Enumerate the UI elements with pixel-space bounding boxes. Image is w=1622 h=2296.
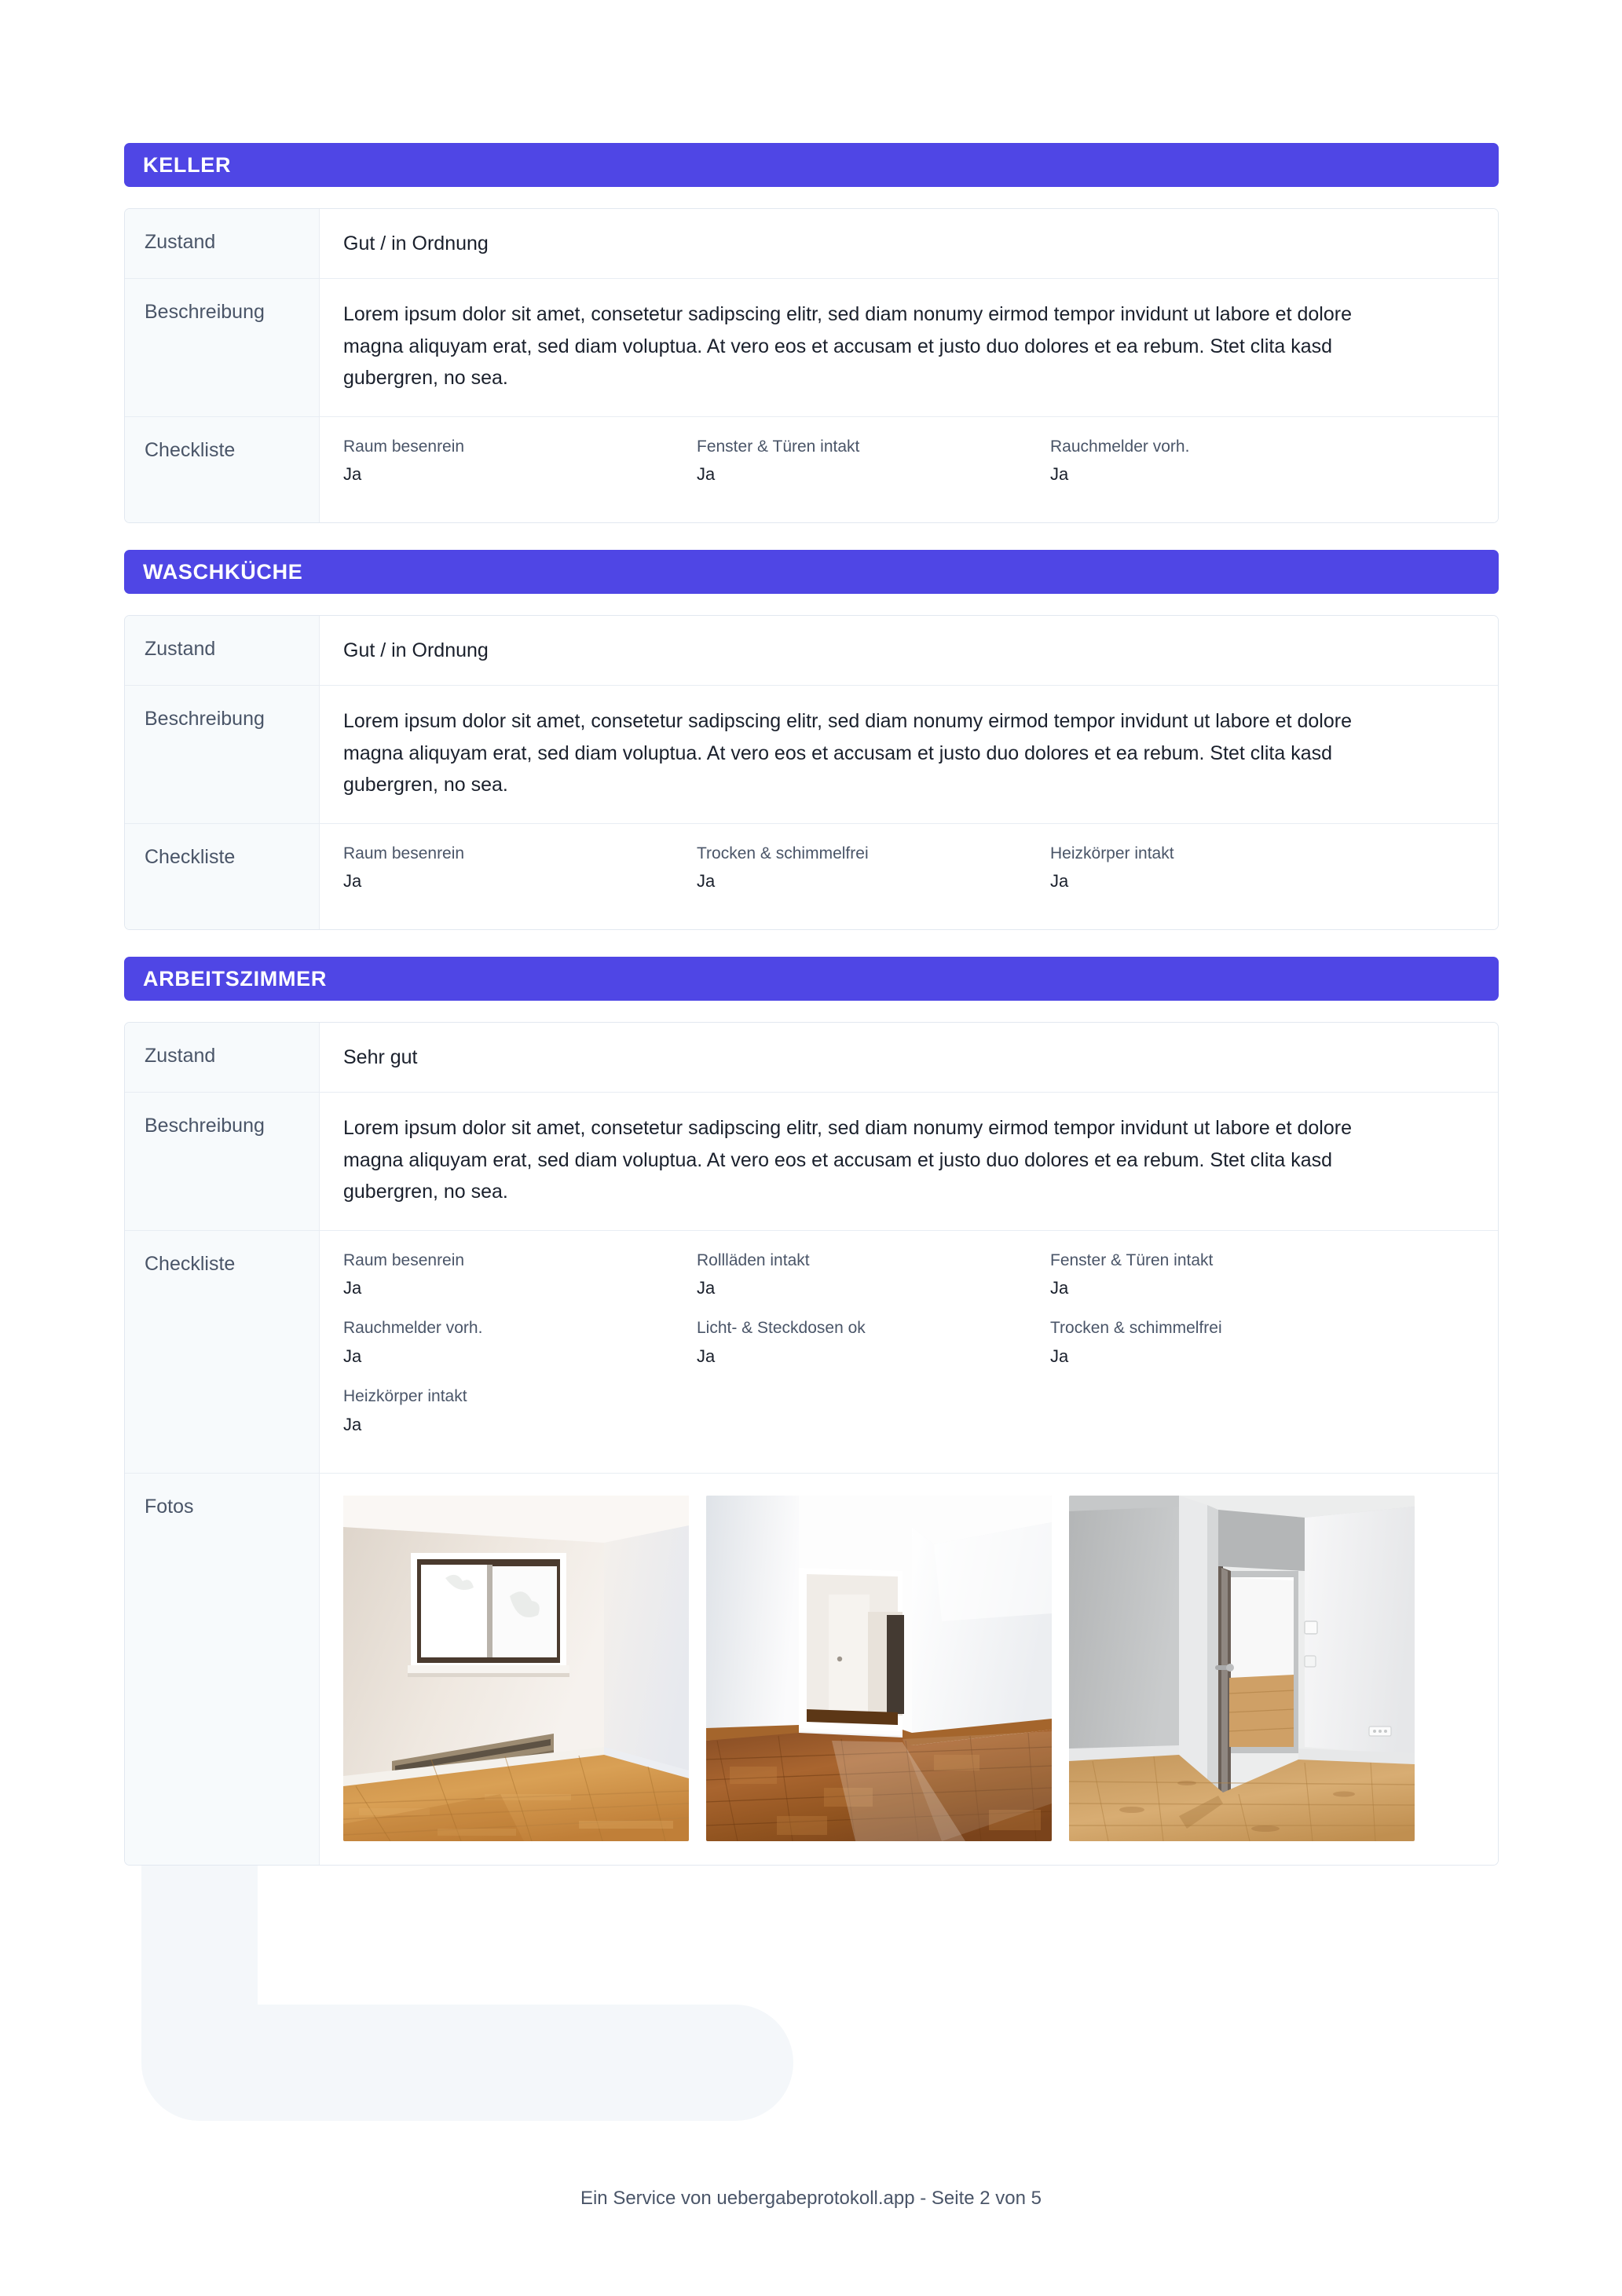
checklist-item <box>697 434 1050 503</box>
checklist-item-name: Fenster & Türen intakt <box>1050 1251 1214 1269</box>
checklist-item-value: Ja <box>343 1346 362 1366</box>
section-keller <box>124 143 1499 523</box>
row-value-checkliste <box>320 417 1498 523</box>
checklist-item <box>697 1316 1050 1384</box>
section-title: KELLER <box>143 152 232 177</box>
checklist-item <box>343 1384 697 1452</box>
checklist-item-value: Ja <box>697 464 716 485</box>
description-paragraph: Lorem ipsum dolor sit amet, consetetur sadipscing elitr, sed diam nonumy eirmod tempor invidunt ut labore et dolore magna aliquyam erat, sed diam voluptua. At vero eos et accusam et justo duo dolores et ea rebum. Stet clita kasd gubergren, no sea. <box>343 710 1352 796</box>
checklist-item <box>1050 1248 1476 1316</box>
table-row-checkliste <box>125 1231 1498 1474</box>
section-title: ARBEITSZIMMER <box>143 966 328 991</box>
checklist-item-value: Ja <box>343 464 362 485</box>
row-label-zustand: Zustand <box>125 1023 320 1092</box>
room-photo-1-image <box>343 1496 689 1841</box>
table-row-checkliste <box>125 417 1498 523</box>
table-row-fotos <box>125 1474 1498 1865</box>
section-table <box>124 208 1499 523</box>
page-footer: Ein Service von uebergabeprotokoll.app - Seite 2 von 5 <box>580 2188 1042 2209</box>
row-value-checkliste <box>320 824 1498 930</box>
row-value-zustand: Gut / in Ordnung <box>320 616 1498 685</box>
checklist-item-name: Rauchmelder vorh. <box>1050 437 1190 456</box>
table-row-checkliste <box>125 824 1498 930</box>
table-row-zustand <box>125 1023 1498 1093</box>
row-label-beschreibung: Beschreibung <box>125 1093 320 1230</box>
checklist-item <box>1050 1316 1476 1384</box>
row-label-zustand: Zustand <box>125 209 320 278</box>
checklist-grid <box>343 434 1476 503</box>
table-row-beschreibung <box>125 686 1498 824</box>
checklist-item-name: Rollläden intakt <box>697 1251 810 1269</box>
checklist-item-value: Ja <box>1050 871 1069 892</box>
checklist-item-name: Trocken & schimmelfrei <box>697 844 869 862</box>
section-header-waschkueche <box>124 550 1499 594</box>
checklist-grid <box>343 841 1476 910</box>
description-paragraph: Lorem ipsum dolor sit amet, consetetur sadipscing elitr, sed diam nonumy eirmod tempor invidunt ut labore et dolore magna aliquyam erat, sed diam voluptua. At vero eos et accusam et justo duo dolores et ea rebum. Stet clita kasd gubergren, no sea. <box>343 1117 1352 1203</box>
checklist-item <box>343 434 697 503</box>
table-row-zustand <box>125 209 1498 279</box>
table-row-beschreibung <box>125 279 1498 417</box>
section-table <box>124 1022 1499 1866</box>
checklist-item <box>1050 434 1476 503</box>
section-title: WASCHKÜCHE <box>143 559 303 584</box>
checklist-item <box>343 1248 697 1316</box>
row-value-beschreibung <box>320 279 1388 416</box>
room-photo-2-image <box>706 1496 1052 1841</box>
checklist-item-value: Ja <box>343 1278 362 1298</box>
section-arbeitszimmer <box>124 957 1499 1866</box>
row-value-zustand: Gut / in Ordnung <box>320 209 1498 278</box>
checklist-item-name: Heizkörper intakt <box>1050 844 1174 862</box>
checklist-item <box>697 1248 1050 1316</box>
checklist-item-name: Fenster & Türen intakt <box>697 437 860 456</box>
row-label-checkliste: Checkliste <box>125 1231 320 1473</box>
section-table <box>124 615 1499 930</box>
room-photo-3[interactable] <box>1069 1496 1415 1841</box>
checklist-item-name: Licht- & Steckdosen ok <box>697 1319 866 1338</box>
row-label-zustand: Zustand <box>125 616 320 685</box>
checklist-item-value: Ja <box>343 871 362 892</box>
section-header-arbeitszimmer <box>124 957 1499 1001</box>
section-header-keller <box>124 143 1499 187</box>
row-label-checkliste: Checkliste <box>125 417 320 523</box>
checklist-item-name: Trocken & schimmelfrei <box>1050 1319 1222 1338</box>
checklist-item <box>697 841 1050 910</box>
section-waschkueche <box>124 550 1499 930</box>
checklist-item-name: Raum besenrein <box>343 844 465 862</box>
checklist-grid <box>343 1248 1476 1452</box>
row-value-beschreibung <box>320 1093 1388 1230</box>
row-label-fotos: Fotos <box>125 1474 320 1865</box>
room-photo-3-image <box>1069 1496 1415 1841</box>
checklist-item-name: Rauchmelder vorh. <box>343 1319 483 1338</box>
checklist-item-name: Raum besenrein <box>343 437 465 456</box>
checklist-item-value: Ja <box>1050 464 1069 485</box>
row-value-zustand: Sehr gut <box>320 1023 1498 1092</box>
checklist-item-value: Ja <box>1050 1346 1069 1366</box>
checklist-item-name: Heizkörper intakt <box>343 1387 467 1406</box>
row-value-beschreibung <box>320 686 1388 823</box>
description-paragraph: Lorem ipsum dolor sit amet, consetetur sadipscing elitr, sed diam nonumy eirmod tempor invidunt ut labore et dolore magna aliquyam erat, sed diam voluptua. At vero eos et accusam et justo duo dolores et ea rebum. Stet clita kasd gubergren, no sea. <box>343 303 1352 390</box>
table-row-zustand <box>125 616 1498 686</box>
room-photo-2[interactable] <box>706 1496 1052 1841</box>
room-photo-1[interactable] <box>343 1496 689 1841</box>
checklist-item-name: Raum besenrein <box>343 1251 465 1269</box>
checklist-item-value: Ja <box>697 1346 716 1366</box>
checklist-item <box>343 841 697 910</box>
checklist-item-value: Ja <box>1050 1278 1069 1298</box>
table-row-beschreibung <box>125 1093 1498 1231</box>
checklist-item-value: Ja <box>343 1414 362 1434</box>
row-value-checkliste <box>320 1231 1498 1473</box>
row-label-checkliste: Checkliste <box>125 824 320 930</box>
row-value-fotos <box>320 1474 1498 1865</box>
row-label-beschreibung: Beschreibung <box>125 279 320 416</box>
checklist-item <box>343 1316 697 1384</box>
checklist-item-value: Ja <box>697 871 716 892</box>
checklist-item <box>1050 841 1476 910</box>
row-label-beschreibung: Beschreibung <box>125 686 320 823</box>
checklist-item-value: Ja <box>697 1278 716 1298</box>
